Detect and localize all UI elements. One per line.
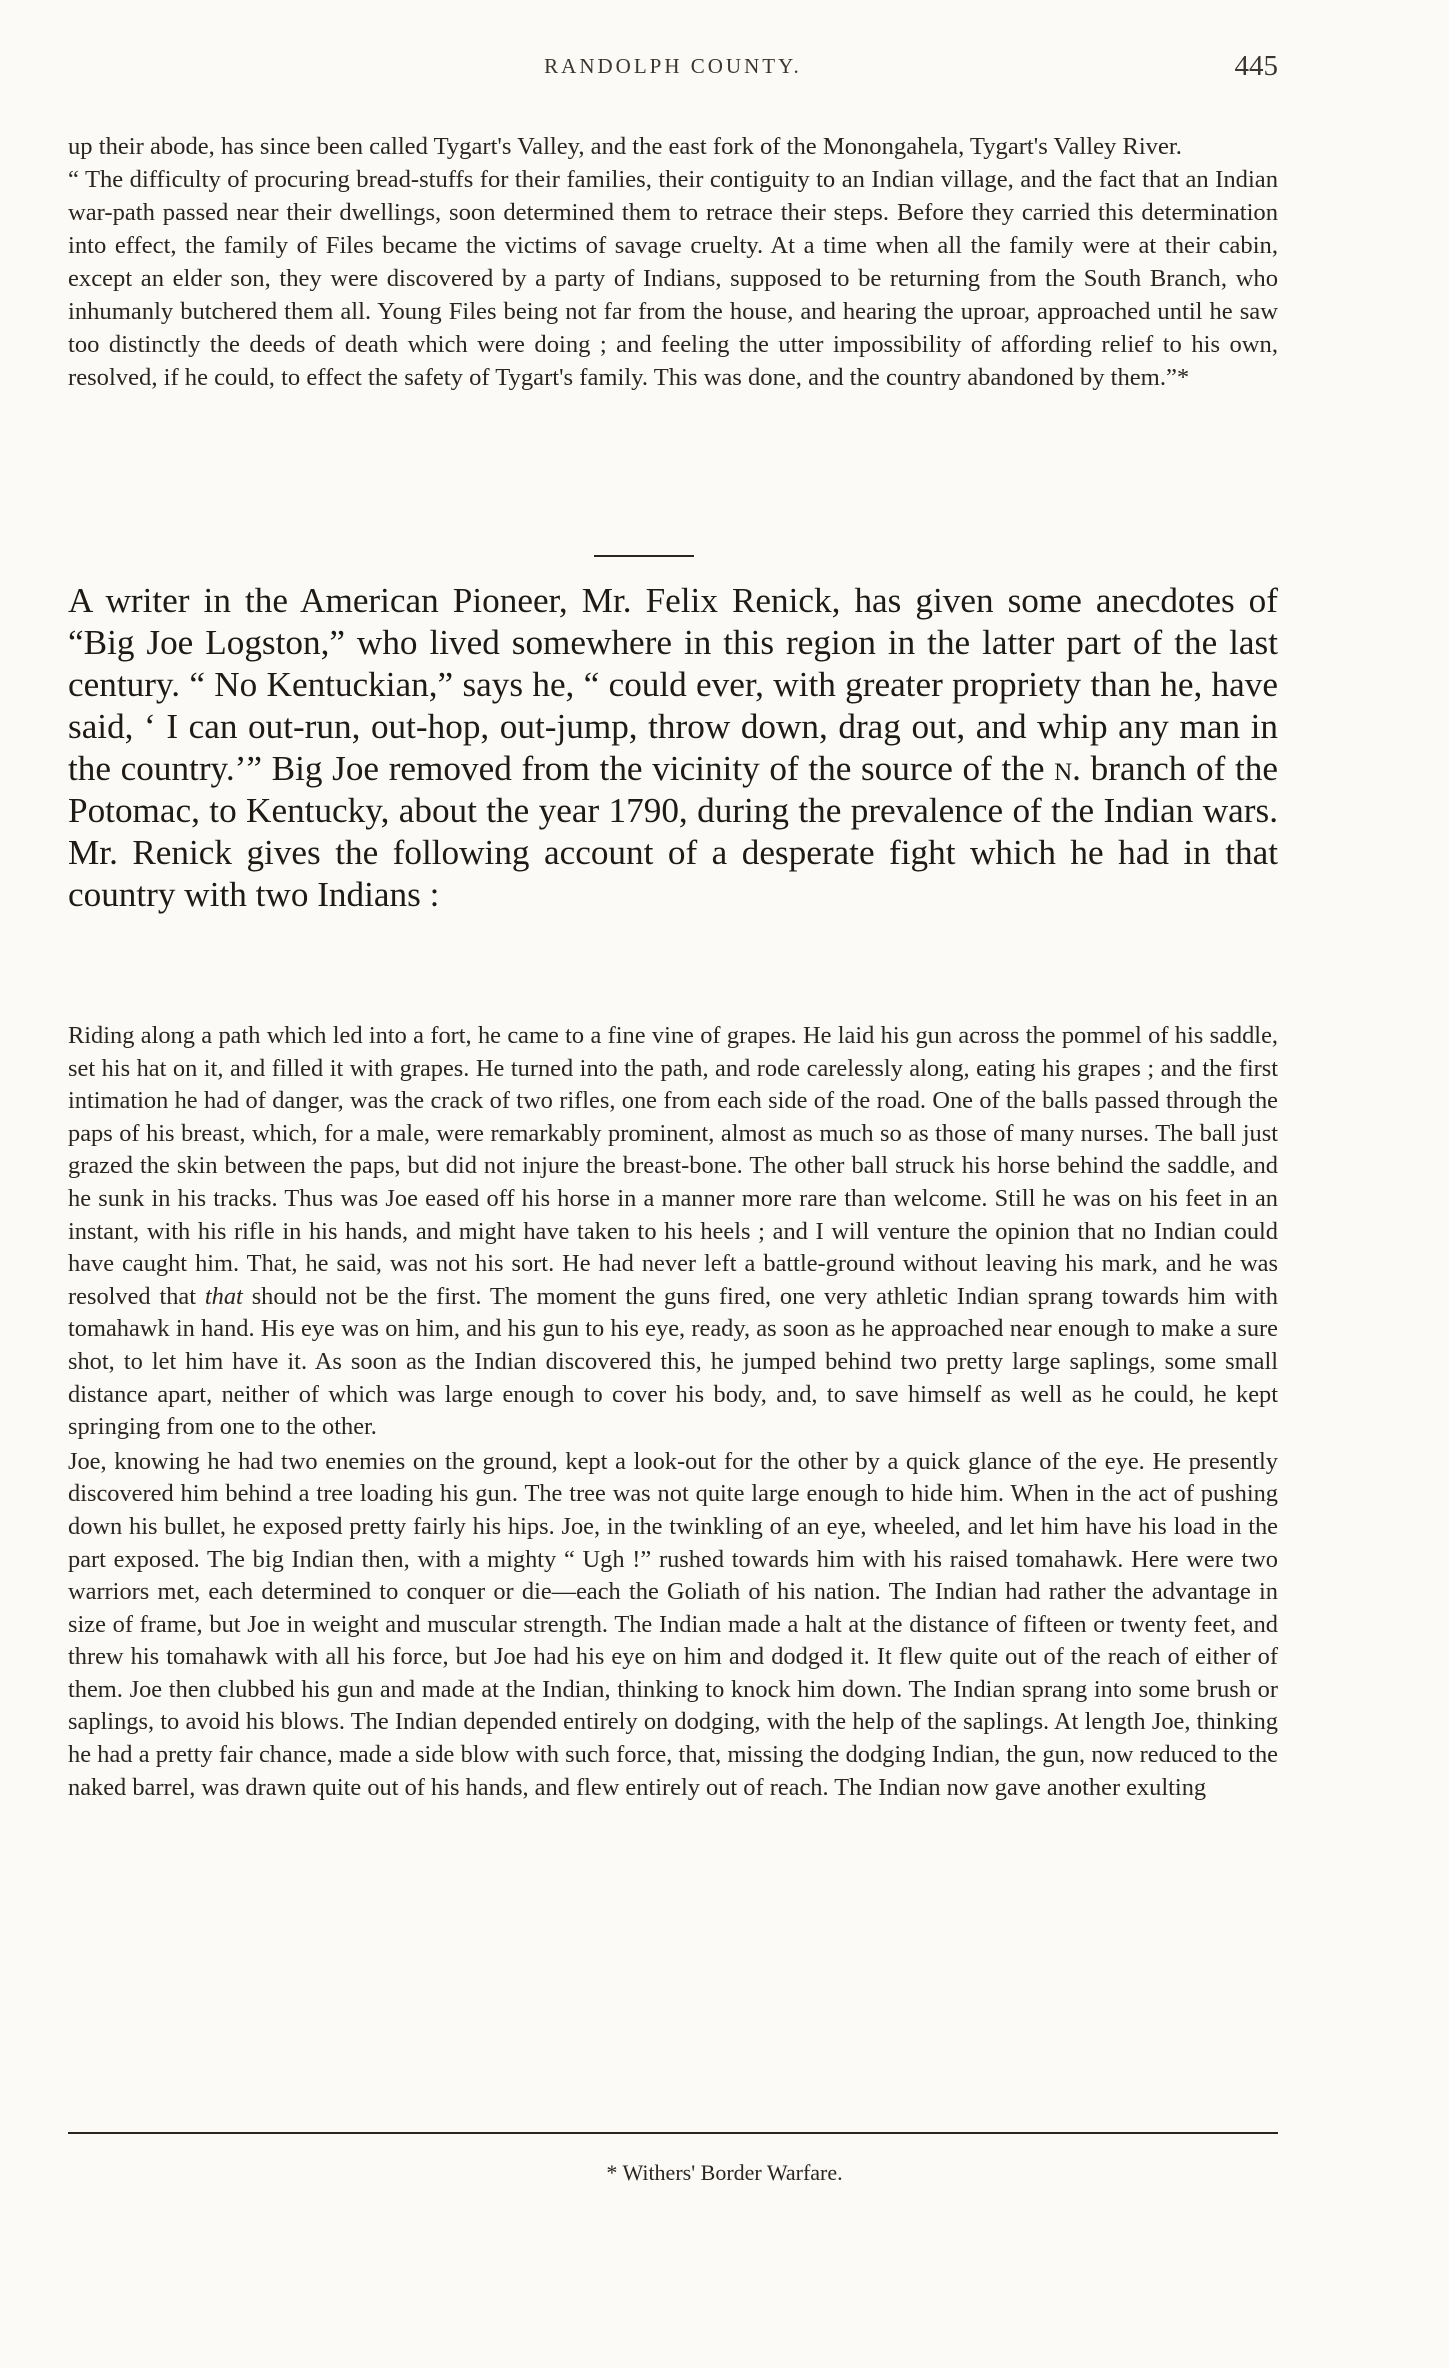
main-paragraph-text-part: A writer in the American Pioneer, Mr. Felix Renick, has given some anecdotes of “Big Joe Logston,” who lived somewhere in this region in the latter part of the last century. “ No Kentuckian,” says he, “ could ever, with greater propriety than he, have said, ‘ I can out-run, out-hop, out-jump, throw down, drag out, and whip any man in the country.’” Big Joe removed from the vicinity of the source of the <box>68 581 1278 788</box>
quoted-passage-paragraph: up their abode, has since been called Tygart's Valley, and the east fork of the Monongahela, Tygart's Valley River. <box>68 133 1182 160</box>
footnote-rule <box>68 2132 1278 2134</box>
section-divider <box>594 555 694 557</box>
page-number: 445 <box>1234 50 1278 82</box>
excerpt-paragraph: Joe, knowing he had two enemies on the ground, kept a look-out for the other by a quick glance of the eye. He presently discovered him behind a tree loading his gun. The tree was not quite large enough to hide him. When in the act of pushing down his bullet, he exposed pretty fairly his hips. Joe, in the twinkling of an eye, wheeled, and let him have his load in the part exposed. The big Indian then, with a mighty “ Ugh !” rushed towards him with his raised tomahawk. Here were two warriors met, each determined to conquer or die—each the Goliath of his nation. The Indian had rather the advantage in size of frame, but Joe in weight and muscular strength. The Indian made a halt at the distance of fifteen or twenty feet, and threw his tomahawk with all his force, but Joe had his eye on him and dodged it. It flew quite out of the reach of either of them. Joe then clubbed his gun and made at the Indian, thinking to knock him down. The Indian sprang into some brush or saplings, to avoid his blows. The Indian depended entirely on dodging, with the help of the saplings. At length Joe, thinking he had a pretty fair chance, made a side blow with such force, that, missing the dodging Indian, the gun, now reduced to the naked barrel, was drawn quite out of his hands, and flew entirely out of reach. The Indian now gave another exulting <box>68 1447 1278 1801</box>
footnote: * Withers' Border Warfare. <box>606 2160 843 2185</box>
emphasized-word: that <box>204 1282 243 1310</box>
quoted-passage <box>68 130 1278 394</box>
running-head <box>68 50 1278 88</box>
excerpt <box>68 1020 1278 1804</box>
main-paragraph-text <box>68 580 1278 916</box>
branch-abbreviation: n. <box>1054 749 1081 788</box>
quoted-passage-paragraph: “ The difficulty of procuring bread-stuffs for their families, their contiguity to an Indian village, and the fact that an Indian war-path passed near their dwellings, soon determined them to retrace their steps. Before they carried this determination into effect, the family of Files became the victims of savage cruelty. At a time when all the family were at their cabin, except an elder son, they were discovered by a party of Indians, supposed to be returning from the South Branch, who inhumanly butchered them all. Young Files being not far from the house, and hearing the uproar, approached until he saw too distinctly the deeds of death which were doing ; and feeling the utter impossibility of affording relief to his own, resolved, if he could, to effect the safety of Tygart's family. This was done, and the country abandoned by them.”* <box>68 166 1278 391</box>
running-title: RANDOLPH COUNTY. <box>544 54 802 78</box>
excerpt-text-part: Riding along a path which led into a fort, he came to a fine vine of grapes. He laid his gun across the pommel of his saddle, set his hat on it, and filled it with grapes. He turned into the path, and rode carelessly along, eating his grapes ; and the first intimation he had of danger, was the crack of two rifles, one from each side of the road. One of the balls passed through the paps of his breast, which, for a male, were remarkably prominent, almost as much so as those of many nurses. The ball just grazed the skin between the paps, but did not injure the breast-bone. The other ball struck his horse behind the saddle, and he sunk in his tracks. Thus was Joe eased off his horse in a manner more rare than welcome. Still he was on his feet in an instant, with his rifle in his hands, and might have taken to his heels ; and I will venture the opinion that no Indian could have caught him. That, he said, was not his sort. He had never left a battle-ground without leaving his mark, and he was resolved that <box>68 1022 1278 1310</box>
main-paragraph-text-part: branch of the Potomac, to Kentucky, about the year 1790, during the prevalence of the Indian wars. Mr. Renick gives the following account of a desperate fight which he had in that country with two Indians : <box>68 749 1279 914</box>
main-paragraph <box>68 580 1278 916</box>
excerpt-paragraph <box>68 1020 1278 1444</box>
excerpt-text-part: should not be the first. The moment the guns fired, one very athletic Indian sprang towards him with tomahawk in hand. His eye was on him, and his gun to his eye, ready, as soon as he approached near enough to make a sure shot, to let him have it. As soon as the Indian discovered this, he jumped behind two pretty large saplings, some small distance apart, neither of which was large enough to cover his body, and, to save himself as well as he could, he kept springing from one to the other. <box>68 1282 1278 1441</box>
